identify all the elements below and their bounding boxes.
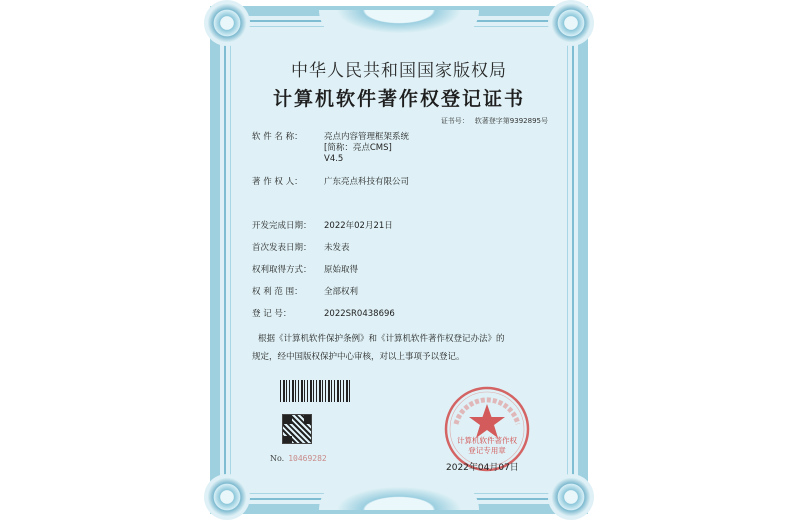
field-label: 软 件 名 称：: [252, 132, 303, 142]
field-value: 广东亮点科技有限公司: [324, 177, 410, 187]
field-value: 2022年02月21日: [324, 221, 393, 231]
top-ornament-icon: [319, 10, 479, 40]
field-rights-scope: [252, 287, 359, 298]
certificate-title: 计算机软件著作权登记证书: [272, 88, 525, 110]
field-value: 2022SR0438696: [324, 309, 395, 319]
issuing-authority: 中华人民共和国国家版权局: [291, 61, 507, 81]
certificate: [210, 6, 588, 514]
corner-ornament-icon: [548, 0, 594, 46]
seal-text-line: 计算机软件著作权: [457, 436, 517, 445]
software-name: 亮点内容管理框架系统: [324, 132, 410, 142]
field-value: 全部权利: [324, 287, 359, 297]
serial-label: No.: [270, 454, 285, 463]
field-development-date: [252, 221, 393, 232]
field-label: 权利取得方式：: [252, 265, 312, 275]
field-label: 登 记 号：: [252, 309, 292, 319]
certificate-number-value: 软著登字第9392895号: [474, 117, 548, 125]
software-version: V4.5: [324, 154, 344, 164]
field-acquisition-method: [252, 265, 359, 276]
statement-line: 根据《计算机软件保护条例》和《计算机软件著作权登记办法》的: [258, 334, 505, 344]
corner-ornament-icon: [204, 0, 250, 46]
certificate-statement: [252, 330, 558, 366]
serial-value: 10469282: [288, 454, 327, 463]
field-value: 未发表: [324, 243, 350, 253]
qr-code-icon: [282, 414, 312, 444]
certificate-number: [435, 116, 548, 126]
field-registration-number: [252, 309, 395, 320]
field-value: 原始取得: [324, 265, 359, 275]
field-label: 开发完成日期：: [252, 221, 312, 231]
serial-number: [270, 454, 327, 463]
field-label: 首次发表日期：: [252, 243, 312, 253]
certificate-number-label: 证书号：: [440, 117, 469, 125]
field-value: [324, 132, 409, 165]
software-short-name: [简称：亮点CMS]: [324, 143, 392, 153]
field-publish-date: [252, 243, 350, 254]
barcode-icon: [280, 380, 350, 402]
corner-ornament-icon: [548, 474, 594, 520]
issue-date: 2022年04月07日: [446, 463, 519, 473]
field-label: 权 利 范 围：: [252, 287, 303, 297]
field-software-name: [252, 132, 410, 164]
statement-line: 规定，经中国版权保护中心审核，对以上事项予以登记。: [252, 352, 465, 362]
field-copyright-owner: [252, 177, 410, 188]
field-label: 著 作 权 人：: [252, 177, 303, 187]
corner-ornament-icon: [204, 474, 250, 520]
bottom-ornament-icon: [319, 480, 479, 510]
seal-text-line: 登记专用章: [468, 446, 506, 455]
